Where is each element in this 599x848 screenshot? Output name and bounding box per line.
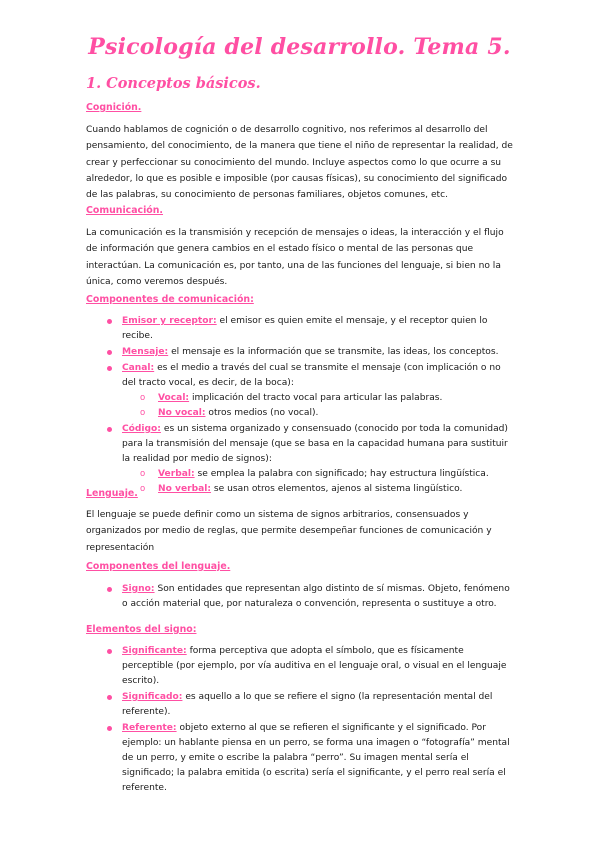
list-item — [86, 721, 516, 796]
list-item-text: objeto externo al que se refieren el significante y el significado. Por ejemplo: un hablante piensa en un perro, se forma una imagen o “fotografía” mental de un perro, y emite o escribe la palabra “perro”. Su imagen mental sería el significado; la palabra emitida (o escrita) sería el significante, y el perro real sería el referente. — [122, 723, 510, 793]
list-item-term: Significado: — [122, 692, 183, 702]
list-item — [86, 314, 516, 344]
componentes-comunicacion-heading: Componentes de comunicación: — [86, 294, 254, 305]
sub-list-item — [122, 391, 516, 406]
sub-list-item-term: No verbal: — [158, 484, 212, 494]
componentes-lenguaje-heading: Componentes del lenguaje. — [86, 561, 231, 572]
elementos-signo-heading: Elementos del signo: — [86, 624, 197, 635]
sub-list-item-term: Vocal: — [158, 393, 190, 403]
list-item-text: Son entidades que representan algo distinto de sí mismas. Objeto, fenómeno o acción material que, por naturaleza o convención, representa o sustituye a otro. — [122, 584, 510, 609]
list-item-term: Emisor y receptor: — [122, 316, 217, 326]
list-item-text: el emisor es quien emite el mensaje, y el receptor quien lo recibe. — [122, 316, 488, 341]
sub-list-item-term: Verbal: — [158, 469, 195, 479]
list-item-text: es aquello a lo que se refiere el signo (la representación mental del referente). — [122, 692, 493, 717]
lenguaje-paragraph: El lenguaje se puede definir como un sistema de signos arbitrarios, consensuados y organizados por medio de reglas, que permite desempeñar funciones de comunicación y representación — [86, 510, 492, 553]
list-item-term: Mensaje: — [122, 347, 169, 357]
sub-list-item — [122, 482, 516, 497]
lenguaje-heading: Lenguaje. — [86, 488, 138, 499]
elementos-signo-list — [86, 644, 516, 797]
section-heading: 1. Conceptos básicos. — [86, 75, 261, 92]
sub-list-item-term: No vocal: — [158, 408, 206, 418]
cognicion-heading: Cognición. — [86, 102, 142, 113]
list-item-term: Signo: — [122, 584, 155, 594]
list-item-text: es el medio a través del cual se transmite el mensaje (con implicación o no del tracto vocal, es decir, de la boca): — [122, 363, 501, 388]
sub-list — [122, 391, 516, 421]
list-item-term: Canal: — [122, 363, 155, 373]
sub-list-item-text: se emplea la palabra con significado; hay estructura lingüística. — [194, 469, 489, 479]
list-item — [86, 422, 516, 497]
list-item-text: es un sistema organizado y consensuado (conocido por toda la comunidad) para la transmisión del mensaje (que se basa en la capacidad humana para sustituir la realidad por medio de signos): — [122, 424, 508, 464]
list-item-text: el mensaje es la información que se transmite, las ideas, los conceptos. — [168, 347, 499, 357]
list-item-term: Código: — [122, 424, 161, 434]
cognicion-paragraph: Cuando hablamos de cognición o de desarrollo cognitivo, nos referimos al desarrollo del pensamiento, del conocimiento, de la manera que tiene el niño de representar la realidad, de crear y perfeccionar su conocimiento del mundo. Incluye aspectos como lo que ocurre a su alrededor, lo que es posible e imposible (por causas físicas), su conocimiento del significado de las palabras, su conocimiento de personas familiares, objetos comunes, etc. — [86, 125, 513, 201]
list-item — [86, 644, 516, 689]
document-title: Psicología del desarrollo. Tema 5. — [88, 34, 511, 60]
sub-list-item-text: otros medios (no vocal). — [205, 408, 319, 418]
list-item — [86, 582, 516, 612]
comunicacion-heading: Comunicación. — [86, 205, 163, 216]
list-item — [86, 345, 516, 360]
componentes-lenguaje-list — [86, 582, 516, 613]
list-item-text: forma perceptiva que adopta el símbolo, que es físicamente perceptible (por ejemplo, por vía auditiva en el lenguaje oral, o visual en el lenguaje escrito). — [122, 646, 507, 686]
sub-list — [122, 467, 516, 497]
sub-list-item-text: se usan otros elementos, ajenos al sistema lingüístico. — [211, 484, 463, 494]
list-item — [86, 361, 516, 421]
list-item-term: Significante: — [122, 646, 187, 656]
sub-list-item — [122, 467, 516, 482]
list-item-term: Referente: — [122, 723, 177, 733]
list-item — [86, 690, 516, 720]
sub-list-item — [122, 406, 516, 421]
sub-list-item-text: implicación del tracto vocal para articular las palabras. — [189, 393, 443, 403]
componentes-comunicacion-list — [86, 314, 516, 498]
comunicacion-paragraph: La comunicación es la transmisión y recepción de mensajes o ideas, la interacción y el flujo de información que genera cambios en el estado físico o mental de las personas que interactúan. La comunicación es, por tanto, una de las funciones del lenguaje, si bien no la única, como veremos después. — [86, 228, 504, 287]
